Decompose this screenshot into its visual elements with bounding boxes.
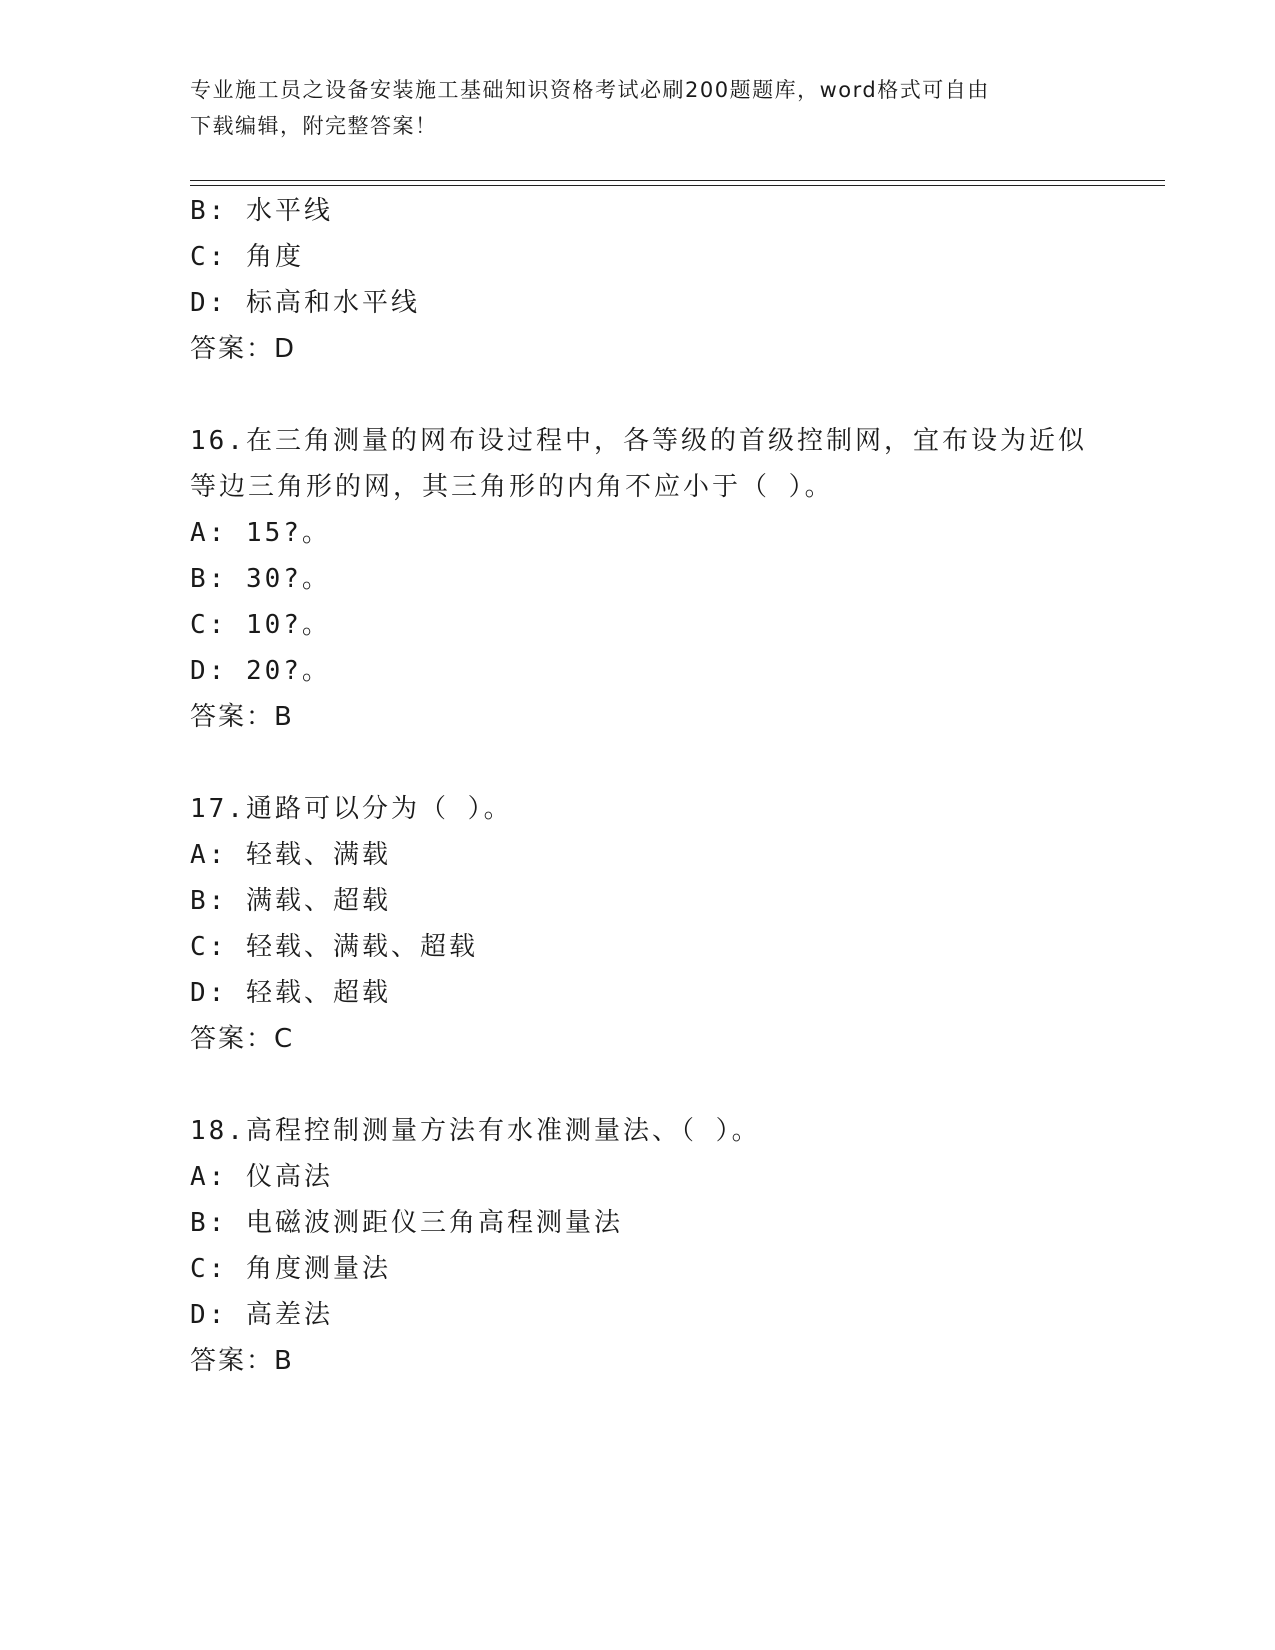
- option-text: 角度测量法: [245, 1254, 391, 1284]
- option-a: [190, 832, 1150, 878]
- option-a: [190, 510, 1150, 556]
- header-divider-bottom: [190, 185, 1165, 186]
- option-label: B:: [190, 564, 228, 594]
- option-label: A:: [190, 840, 228, 870]
- option-text: 轻载、超载: [245, 978, 391, 1008]
- answer-line: 答案：D: [190, 334, 297, 364]
- question-title: 18.高程控制测量方法有水准测量法、（ ）。: [190, 1116, 761, 1146]
- header-divider-top: [190, 180, 1165, 181]
- option-d: [190, 970, 1150, 1016]
- option-d: [190, 280, 1150, 326]
- option-text: 20?。: [245, 656, 331, 686]
- document-header: [190, 72, 1090, 144]
- option-text: 轻载、满载、超载: [245, 932, 478, 962]
- option-a: [190, 1154, 1150, 1200]
- header-line-2: 下载编辑，附完整答案！: [190, 114, 438, 138]
- option-b: [190, 556, 1150, 602]
- option-label: C:: [190, 932, 228, 962]
- option-label: B:: [190, 196, 228, 226]
- question-title: 17.通路可以分为（ ）。: [190, 794, 513, 824]
- option-text: 轻载、满载: [245, 840, 391, 870]
- option-c: [190, 924, 1150, 970]
- option-label: C:: [190, 242, 228, 272]
- question-18: [190, 1108, 1150, 1384]
- option-label: B:: [190, 1208, 228, 1238]
- spacer: [190, 740, 1150, 786]
- option-text: 电磁波测距仪三角高程测量法: [245, 1208, 623, 1238]
- option-label: C:: [190, 610, 228, 640]
- option-d: [190, 648, 1150, 694]
- option-text: 满载、超载: [245, 886, 391, 916]
- prev-question: [190, 188, 1150, 372]
- option-text: 高差法: [245, 1300, 333, 1330]
- spacer: [190, 372, 1150, 418]
- option-label: D:: [190, 288, 228, 318]
- option-b: [190, 878, 1150, 924]
- answer-line: 答案：B: [190, 702, 294, 732]
- option-text: 仪高法: [245, 1162, 333, 1192]
- option-label: D:: [190, 656, 228, 686]
- option-text: 角度: [245, 242, 304, 272]
- option-label: C:: [190, 1254, 228, 1284]
- option-text: 30?。: [245, 564, 331, 594]
- option-text: 标高和水平线: [245, 288, 420, 318]
- question-title: 16.在三角测量的网布设过程中，各等级的首级控制网，宜布设为近似: [190, 426, 1087, 456]
- question-16: [190, 418, 1150, 740]
- answer-line: 答案：C: [190, 1024, 295, 1054]
- option-text: 10?。: [245, 610, 331, 640]
- option-c: [190, 602, 1150, 648]
- option-label: B:: [190, 886, 228, 916]
- answer-line: 答案：B: [190, 1346, 294, 1376]
- option-c: [190, 1246, 1150, 1292]
- option-c: [190, 234, 1150, 280]
- header-line-1: 专业施工员之设备安装施工基础知识资格考试必刷200题题库，word格式可自由: [190, 78, 990, 102]
- option-label: A:: [190, 1162, 228, 1192]
- option-text: 15?。: [245, 518, 331, 548]
- question-17: [190, 786, 1150, 1062]
- option-b: [190, 188, 1150, 234]
- option-b: [190, 1200, 1150, 1246]
- document-body: [190, 188, 1150, 1384]
- option-label: D:: [190, 978, 228, 1008]
- question-title-continued: 等边三角形的网，其三角形的内角不应小于（ ）。: [190, 472, 834, 502]
- option-d: [190, 1292, 1150, 1338]
- option-label: D:: [190, 1300, 228, 1330]
- option-label: A:: [190, 518, 228, 548]
- spacer: [190, 1062, 1150, 1108]
- option-text: 水平线: [245, 196, 333, 226]
